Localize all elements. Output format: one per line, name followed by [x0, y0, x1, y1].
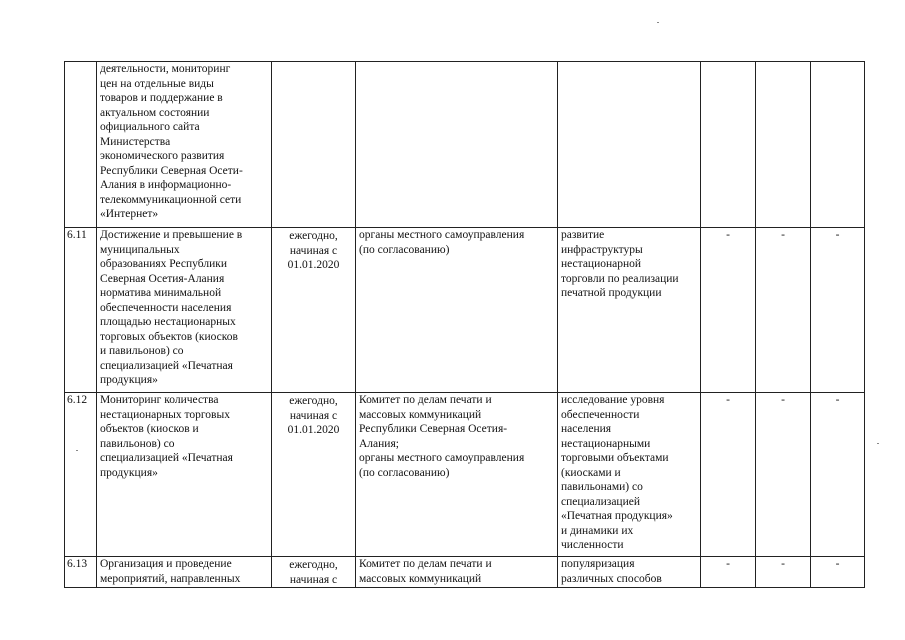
result-cell: развитие инфраструктуры нестационарной торговли по реализации печатной продукции: [558, 228, 701, 393]
value-cell: -: [756, 228, 811, 393]
measures-table: [64, 61, 865, 588]
result-cell: [558, 62, 701, 228]
value-cell: -: [701, 393, 756, 557]
document-page: [64, 61, 864, 588]
event-cell: Мониторинг количества нестационарных торговых объектов (киосков и павильонов) со специализацией «Печатная продукция»: [97, 393, 272, 557]
term-cell: ежегодно, начиная с 01.01.2020: [272, 393, 356, 557]
value-cell: [756, 62, 811, 228]
table-row: [65, 228, 865, 393]
row-number: 6.11: [65, 228, 97, 393]
value-cell: -: [756, 393, 811, 557]
executor-cell: органы местного самоуправления (по согласованию): [356, 228, 558, 393]
executor-cell: Комитет по делам печати и массовых коммуникаций Республики Северная Осетия- Алания; органы местного самоуправления (по согласованию): [356, 393, 558, 557]
term-cell: ежегодно, начиная с: [272, 557, 356, 588]
scan-speck: [877, 443, 879, 444]
row-number: [65, 62, 97, 228]
table-row: [65, 62, 865, 228]
executor-cell: Комитет по делам печати и массовых коммуникаций: [356, 557, 558, 588]
table-row: [65, 393, 865, 557]
value-cell: -: [811, 393, 865, 557]
term-cell: ежегодно, начиная с 01.01.2020: [272, 228, 356, 393]
value-cell: -: [756, 557, 811, 588]
event-cell: Достижение и превышение в муниципальных образованиях Республики Северная Осетия-Алания норматива минимальной обеспеченности населения площадью нестационарных торговых объектов (киосков и павильонов) со специализацией «Печатная продукция»: [97, 228, 272, 393]
result-cell: популяризация различных способов: [558, 557, 701, 588]
row-number: 6.12: [65, 393, 97, 557]
value-cell: -: [811, 228, 865, 393]
result-cell: исследование уровня обеспеченности населения нестационарными торговыми объектами (киосками и павильонами) со специализацией «Печатная продукция» и динамики их численности: [558, 393, 701, 557]
executor-cell: [356, 62, 558, 228]
value-cell: [811, 62, 865, 228]
value-cell: [701, 62, 756, 228]
term-cell: [272, 62, 356, 228]
event-cell: Организация и проведение мероприятий, направленных: [97, 557, 272, 588]
row-number: 6.13: [65, 557, 97, 588]
scan-speck: [657, 22, 659, 23]
value-cell: -: [701, 557, 756, 588]
value-cell: -: [701, 228, 756, 393]
scan-speck: [76, 450, 78, 451]
event-cell: деятельности, мониторинг цен на отдельные виды товаров и поддержание в актуальном состоянии официального сайта Министерства экономического развития Республики Северная Осети- Алания в информационно- телекоммуникационной сети «Интернет»: [97, 62, 272, 228]
value-cell: -: [811, 557, 865, 588]
table-row: [65, 557, 865, 588]
